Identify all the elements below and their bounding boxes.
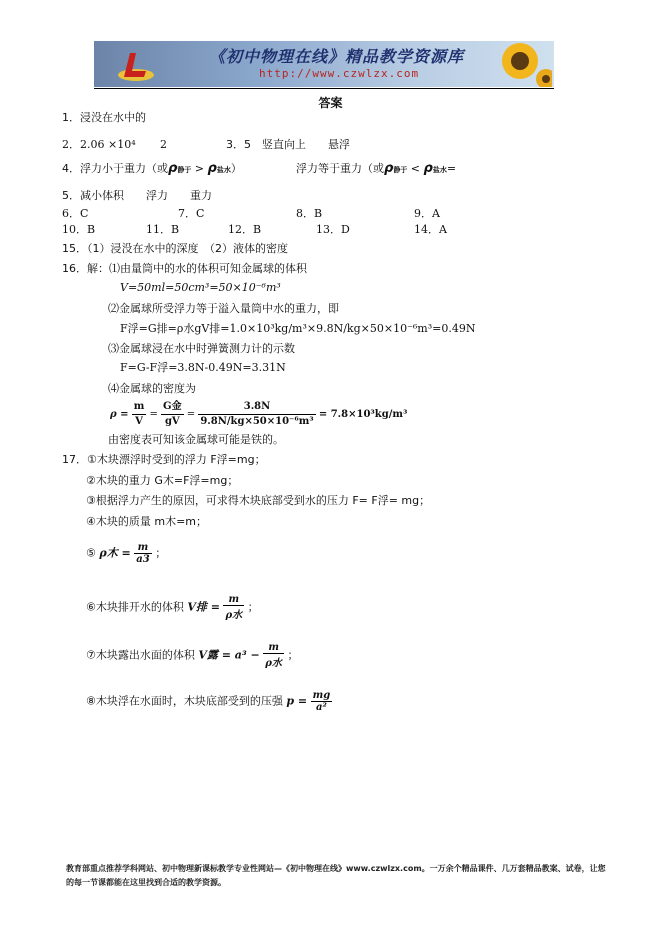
answer-15: 15．（1）浸没在水中的深度 （2）液体的密度 [62,242,288,255]
q16-volume: V=50ml=50cm³=50×10⁻⁶m³ [120,281,281,294]
header-rule [94,88,554,89]
header-banner [94,41,554,87]
answer-4-second: 浮力等于重力（或ρ静于 < ρ盐水= [296,161,457,176]
q16-intro: 16．解：⑴由量筒中的水的体积可知金属球的体积 [62,262,307,275]
mc-12: 12．B [228,223,262,236]
banner-title: 《初中物理在线》精品教学资源库 [209,47,465,66]
answer-2: 2．2.06 ×10⁴ [62,138,136,151]
mc-9: 9．A [414,207,440,220]
sunflower-icon [480,41,552,87]
page-footer: 教育部重点推荐学科网站、初中物理新课标教学专业性网站—《初中物理在线》www.czwlzx.com。一万余个精品课件、几万套精品教案、试卷，让您的每一节课都能在这里找到合适的教学资源。 [66,864,606,887]
q16-step3: ⑶金属球浸在水中时弹簧测力计的示数 [108,342,295,355]
answer-1: 1．浸没在水中的 [62,111,146,124]
q16-conclusion: 由密度表可知该金属球可能是铁的。 [108,433,284,446]
mc-8: 8．B [296,207,323,220]
page-title: 答案 [318,96,343,110]
mc-6: 6．C [62,207,89,220]
q16-buoyancy: F浮=G排=ρ水gV排=1.0×10³kg/m³×9.8N/kg×50×10⁻⁶m³=0.49N [120,322,476,335]
answer-2b: 2 [160,138,167,151]
banner-url[interactable]: http://www.czwlzx.com [259,67,420,80]
q17-step2: ②木块的重力 G木=F浮=mg； [86,474,239,487]
q17-step4: ④木块的质量 m木=m； [86,515,208,528]
answer-3: 3．5 竖直向上 悬浮 [226,138,350,151]
q17-step8: ⑧木块浮在水面时，木块底部受到的压强 p = $\frac{mg}{\text{a²}}$ [86,690,331,713]
q17-step5: ⑤ ρ木 = $\frac{m}{a3}$ ； [86,542,167,565]
mc-7: 7．C [178,207,205,220]
site-logo-icon [116,47,156,83]
answer-5: 5．减小体积 浮力 重力 [62,189,212,202]
q16-step4: ⑷金属球的密度为 [108,382,196,395]
mc-11: 11．B [146,223,180,236]
q16-step2: ⑵金属球所受浮力等于溢入量筒中水的重力，即 [108,302,339,315]
q16-scale-reading: F=G-F浮=3.8N-0.49N=3.31N [120,361,286,374]
q17-step6: ⑥木块排开水的体积 V排 = $\frac{m}{\text{ρ水}}$ ； [86,594,259,621]
q17-step3: ③根据浮力产生的原因，可求得木块底部受到水的压力 F= F浮= mg； [86,494,431,507]
mc-10: 10．B [62,223,96,236]
answer-4: 4．浮力小于重力（或ρ静于 > ρ盐水） [62,161,242,176]
q17-step7: ⑦木块露出水面的体积 V露 = a³ − $\frac{m}{\text{ρ水}}$ ； [86,642,299,669]
mc-13: 13．D [316,223,350,236]
mc-14: 14．A [414,223,447,236]
q16-density-formula: ρ = $\frac{m}{V}$ = $\frac{\text{G金}}{gV}$ = $\frac{3.8N}{\text{9.8N/kg×50×10⁻⁶m³}}$ = 7.8×10³kg/m³ [110,401,408,427]
q17-step1: 17．①木块漂浮时受到的浮力 F浮=mg； [62,453,266,466]
